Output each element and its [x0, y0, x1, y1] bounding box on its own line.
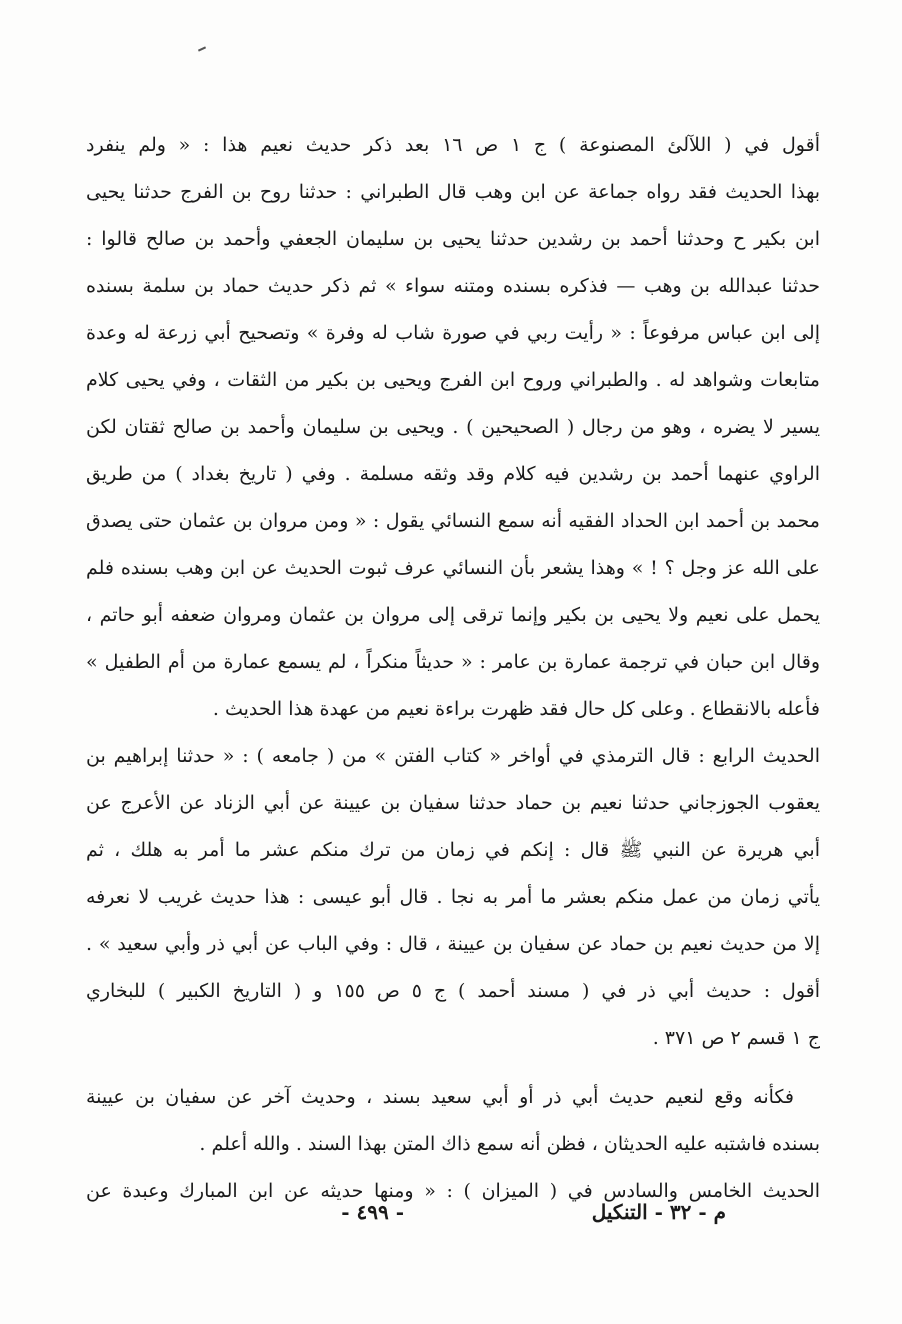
- text-line-8: الراوي عنهما أحمد بن رشدين فيه كلام وقد وثقه مسلمة . وفي ( تاريخ بغداد ) من طريق: [86, 463, 820, 485]
- text-line-17: يأتي زمان من عمل منكم بعشر ما أمر به نجا . قال أبو عيسى : هذا حديث غريب لا نعرفه: [86, 886, 820, 908]
- paragraph-gap: [86, 1062, 820, 1074]
- text-line-5: إلى ابن عباس مرفوعاً : « رأيت ربي في صورة شاب له وفرة » وتصحيح أبي زرعة له وعدة: [86, 322, 820, 344]
- text-line-2: بهذا الحديث فقد رواه جماعة عن ابن وهب قال الطبراني : حدثنا روح بن الفرج حدثنا يحيى: [86, 181, 820, 203]
- text-line-23: الحديث الخامس والسادس في ( الميزان ) : « ومنها حديثه عن ابن المبارك وعبدة عن: [86, 1180, 820, 1202]
- text-line-18: إلا من حديث نعيم بن حماد عن سفيان بن عيينة ، قال : وفي الباب عن أبي ذر وأبي سعيد » .: [86, 933, 820, 955]
- text-line-10: على الله عز وجل ؟ ! » وهذا يشعر بأن النسائي عرف ثبوت الحديث عن ابن وهب بسنده فلم: [86, 557, 820, 579]
- text-line-21: فكأنه وقع لنعيم حديث أبي ذر أو أبي سعيد بسند ، وحديث آخر عن سفيان بن عيينة: [86, 1086, 794, 1108]
- page-footer: [86, 1200, 726, 1240]
- text-line-3: ابن بكير ح وحدثنا أحمد بن رشدين حدثنا يحيى بن سليمان الجعفي وأحمد بن صالح قالوا :: [86, 228, 820, 250]
- body-text: [86, 122, 820, 1215]
- text-line-4: حدثنا عبدالله بن وهب — فذكره بسنده ومتنه سواء » ثم ذكر حديث حماد بن سلمة بسنده: [86, 275, 820, 297]
- text-line-7: يسير لا يضره ، وهو من رجال ( الصحيحين ) . ويحيى بن سليمان وأحمد بن صالح ثقتان لكن: [86, 416, 820, 438]
- text-line-12: وقال ابن حبان في ترجمة عمارة بن عامر : « حديثاً منكراً ، لم يسمع عمارة من أم الطفيل »: [86, 651, 820, 673]
- text-line-19: أقول : حديث أبي ذر في ( مسند أحمد ) ج ٥ ص ١٥٥ و ( التاريخ الكبير ) للبخاري: [86, 980, 820, 1002]
- ink-speck: [198, 46, 206, 51]
- text-line-6: متابعات وشواهد له . والطبراني وروح ابن الفرج ويحيى بن بكير من الثقات ، وفي يحيى كلام: [86, 369, 820, 391]
- text-line-13: فأعله بالانقطاع . وعلى كل حال فقد ظهرت براءة نعيم من عهدة هذا الحديث .: [212, 698, 820, 720]
- text-line-9: محمد بن أحمد ابن الحداد الفقيه أنه سمع النسائي يقول : « ومن مروان بن عثمان حتى يصدق: [86, 510, 820, 532]
- text-line-20: ج ١ قسم ٢ ص ٣٧١ .: [652, 1027, 820, 1049]
- text-line-1: أقول في ( اللآلئ المصنوعة ) ج ١ ص ١٦ بعد ذكر حديث نعيم هذا : « ولم ينفرد: [86, 134, 820, 156]
- text-line-11: يحمل على نعيم ولا يحيى بن بكير وإنما ترقى إلى مروان بن عثمان ومروان ضعفه أبو حاتم ،: [86, 604, 820, 626]
- text-line-15: يعقوب الجوزجاني حدثنا نعيم بن حماد حدثنا سفيان بن عيينة عن أبي الزناد عن الأعرج عن: [86, 792, 820, 814]
- text-line-22: بسنده فاشتبه عليه الحديثان ، فظن أنه سمع ذاك المتن بهذا السند . والله أعلم .: [199, 1133, 820, 1155]
- text-line-14: الحديث الرابع : قال الترمذي في أواخر « كتاب الفتن » من ( جامعه ) : « حدثنا إبراهيم بن: [86, 745, 820, 767]
- page-number: - ٤٩٩ -: [341, 1200, 404, 1224]
- signature-mark: م - ٣٢ - التنكيل: [591, 1200, 726, 1224]
- text-line-16: أبي هريرة عن النبي ﷺ قال : إنكم في زمان من ترك منكم عشر ما أمر به هلك ، ثم: [86, 839, 820, 861]
